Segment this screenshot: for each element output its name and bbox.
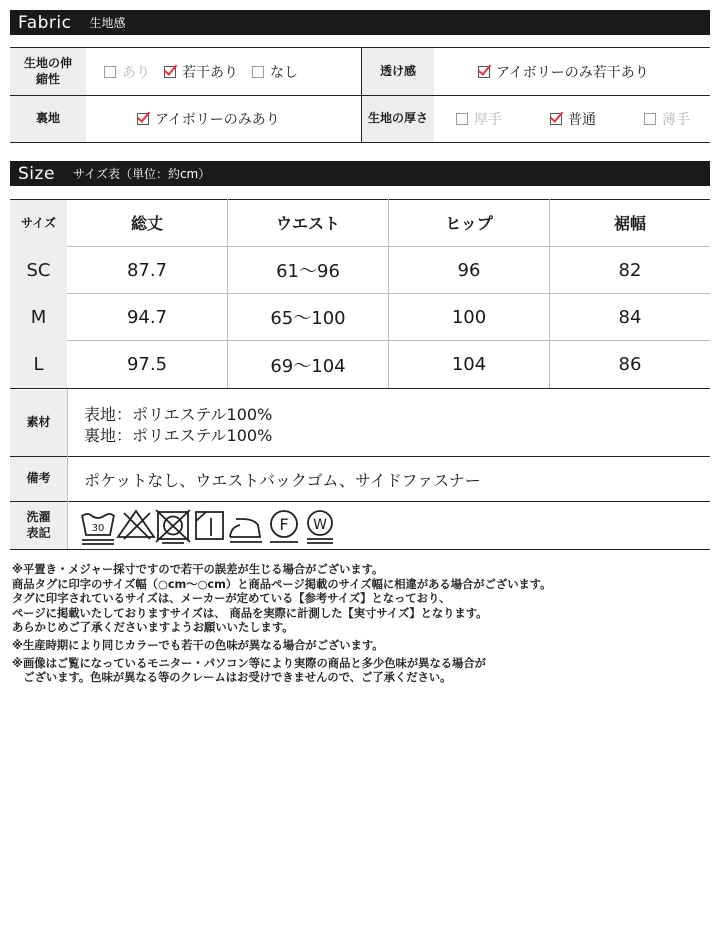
transparency-option[interactable]: アイボリーのみ若干あり — [478, 62, 649, 82]
lining-option[interactable]: アイボリーのみあり — [137, 109, 280, 129]
size-header-hem: 裾幅 — [613, 214, 646, 233]
table-cell: 86 — [618, 354, 642, 375]
material-line-lining: 裏地：ポリエステル100% — [84, 426, 273, 445]
table-cell: 65〜100 — [270, 308, 346, 329]
note-line: ※平置き・メジャー採寸ですので若干の誤差が生じる場合がございます。 — [12, 563, 384, 576]
size-header-length: 総丈 — [130, 214, 163, 233]
divider — [10, 142, 710, 143]
table-cell: 84 — [618, 306, 642, 328]
divider — [10, 549, 710, 550]
thickness-option-normal[interactable]: 普通 — [550, 109, 596, 129]
care-label: 洗濯表記 — [10, 502, 67, 549]
checked-checkbox-icon — [137, 113, 149, 125]
size-header-hip: ヒップ — [445, 214, 493, 233]
checked-checkbox-icon — [550, 113, 562, 125]
checked-checkbox-icon — [164, 66, 176, 78]
dry-clean-letter: F — [279, 515, 289, 534]
table-cell: 61〜96 — [276, 261, 340, 282]
stretch-option-yes[interactable]: あり — [104, 62, 150, 82]
size-title: Size — [18, 163, 55, 184]
note-line: 商品タグに印字のサイズ幅（○cm〜○cm）と商品ページ掲載のサイズ幅に相違がある場合がございます。 — [12, 577, 552, 591]
checked-checkbox-icon — [478, 66, 490, 78]
material-line-outer: 表地：ポリエステル100% — [84, 405, 273, 424]
fabric-title: Fabric — [18, 12, 72, 33]
table-cell: 82 — [618, 259, 642, 281]
wash-30-icon — [82, 514, 114, 544]
table-cell: 87.7 — [126, 259, 168, 281]
wash-temp-text: 30 — [91, 523, 105, 534]
fabric-section-header — [10, 10, 710, 35]
material-label: 素材 — [10, 390, 67, 456]
size-section-header — [10, 161, 710, 186]
table-cell: 69〜104 — [270, 355, 346, 377]
size-subtitle: サイズ表（単位：約cm） — [72, 167, 211, 181]
note-line: ※画像はご覧になっているモニター・パソコン等により実際の商品と多少色味が異なる場合が — [12, 656, 486, 670]
checkbox-icon — [644, 113, 656, 125]
transparency-label: 透け感 — [362, 48, 434, 95]
table-cell: 96 — [457, 259, 481, 281]
note-line: ございます。色味が異なる等のクレームはお受けできませんので、ご了承ください。 — [12, 671, 452, 685]
note-line: ※生産時期により同じカラーでも若干の色味が異なる場合がございます。 — [12, 638, 384, 652]
lining-label: 裏地 — [10, 96, 86, 142]
divider — [67, 389, 68, 549]
stretch-option-slight[interactable]: 若干あり — [164, 62, 238, 82]
wet-clean-letter: W — [313, 517, 327, 533]
size-header-waist: ウエスト — [275, 214, 340, 233]
note-line: ページに掲載いたしておりますサイズは、 商品を実際に計測した【実寸サイズ】となります。 — [12, 606, 488, 620]
stretch-option-none[interactable]: なし — [252, 62, 298, 82]
no-tumble-dry-icon — [156, 510, 190, 543]
divider — [10, 501, 710, 502]
thickness-options — [456, 96, 710, 142]
note-line: タグに印字されているサイズは、メーカーが定めている【参考サイズ】となっており、 — [12, 592, 451, 606]
checkbox-icon — [252, 66, 264, 78]
thickness-label: 生地の厚さ — [362, 96, 434, 142]
notes — [12, 563, 712, 686]
stretch-label: 生地の伸縮性 — [10, 48, 86, 95]
iron-low-icon — [230, 519, 262, 542]
remarks-text: ポケットなし、ウエストバックゴム、サイドファスナー — [84, 470, 481, 490]
dry-clean-f-icon — [270, 511, 298, 542]
thickness-option-thick[interactable]: 厚手 — [456, 109, 502, 129]
size-row-label: SC — [10, 247, 67, 294]
note-line: あらかじめご了承くださいますようお願いいたします。 — [12, 621, 294, 635]
line-dry-shade-icon — [196, 512, 223, 539]
wet-clean-w-icon — [307, 511, 333, 543]
thickness-option-thin[interactable]: 薄手 — [644, 109, 690, 129]
no-bleach-icon — [118, 511, 154, 539]
material-text — [84, 404, 272, 446]
table-cell: 94.7 — [126, 306, 168, 328]
table-cell: 97.5 — [126, 354, 168, 375]
size-header-size: サイズ — [10, 200, 67, 247]
table-cell: 100 — [451, 306, 487, 328]
checkbox-icon — [104, 66, 116, 78]
table-cell: 104 — [451, 354, 487, 375]
size-row-label: M — [10, 294, 67, 341]
transparency-options — [478, 48, 663, 95]
size-row-label: L — [10, 341, 67, 388]
remarks-label: 備考 — [10, 457, 67, 501]
lining-options — [137, 96, 294, 142]
divider — [10, 388, 710, 389]
care-icons — [80, 507, 340, 547]
stretch-options — [104, 48, 312, 95]
fabric-subtitle: 生地感 — [89, 16, 126, 30]
checkbox-icon — [456, 113, 468, 125]
